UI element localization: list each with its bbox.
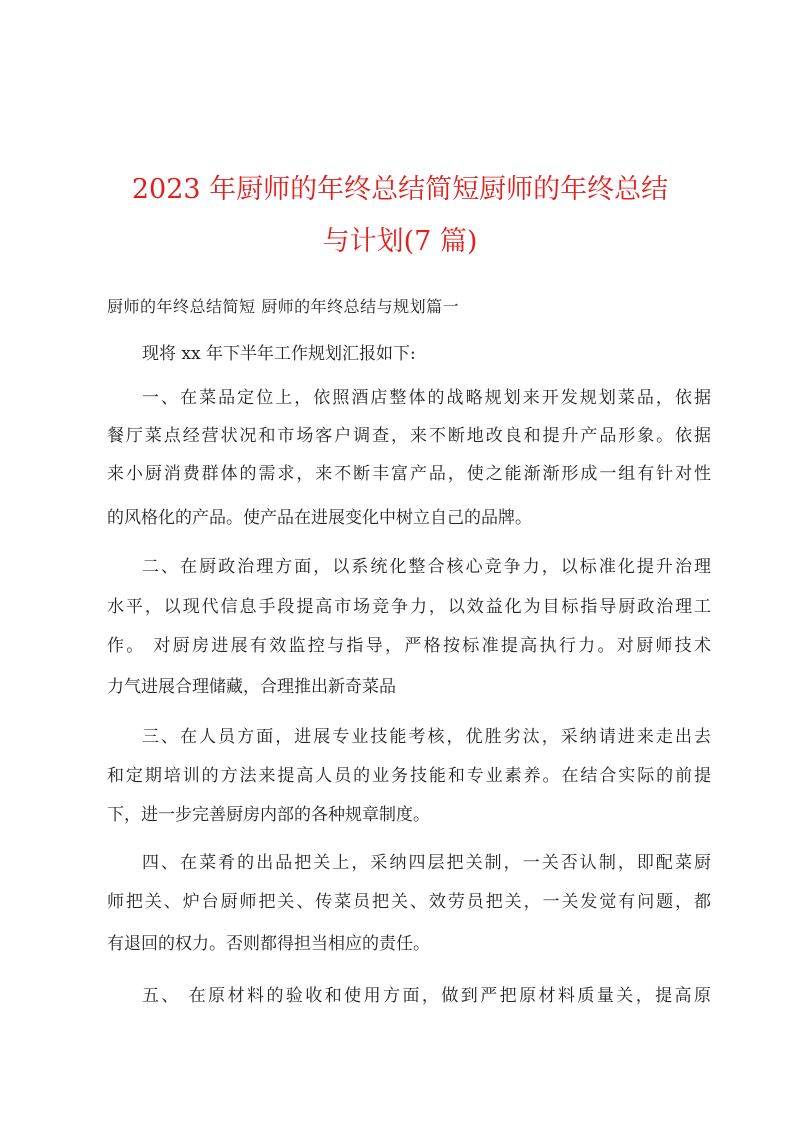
paragraph-line: 三、在人员方面，进展专业技能考核，优胜劣汰，采纳请进来走出去 xyxy=(142,727,711,747)
paragraph-line: 五、 在原材料的验收和使用方面，做到严把原材料质量关，提高原 xyxy=(142,986,711,1006)
paragraph-line: 和定期培训的方法来提高人员的业务技能和专业素养。在结合实际的前提 xyxy=(107,766,711,786)
paragraph-line: 有退回的权力。否则都得担当相应的责任。 xyxy=(107,934,430,954)
paragraph-line: 下，进一步完善厨房内部的各种规章制度。 xyxy=(107,805,430,825)
paragraph-line: 来小厨消费群体的需求，来不断丰富产品，使之能渐渐形成一组有针对性 xyxy=(107,464,711,484)
paragraph-line: 水平，以现代信息手段提高市场竞争力，以效益化为目标指导厨政治理工 xyxy=(107,597,711,617)
paragraph-line: 的风格化的产品。使产品在进展变化中树立自己的品牌。 xyxy=(107,508,532,528)
paragraph-line: 力气进展合理储藏，合理推出新奇菜品 xyxy=(107,677,396,697)
paragraph-line: 作。 对厨房进展有效监控与指导，严格按标准提高执行力。对厨师技术 xyxy=(107,636,711,656)
section-heading: 厨师的年终总结简短 厨师的年终总结与规划篇一 xyxy=(107,297,460,316)
document-title-line-2: 与计划(7 篇) xyxy=(322,226,478,257)
paragraph-line: 二、在厨政治理方面，以系统化整合核心竞争力，以标准化提升治理 xyxy=(142,557,711,577)
paragraph-line: 现将 xx 年下半年工作规划汇报如下: xyxy=(142,344,416,364)
paragraph-line: 餐厅菜点经营状况和市场客户调查，来不断地改良和提升产品形象。依据 xyxy=(107,426,711,446)
document-title-line-1: 2023 年厨师的年终总结简短厨师的年终总结 xyxy=(131,174,669,205)
paragraph-line: 一、在菜品定位上，依照酒店整体的战略规划来开发规划菜品，依据 xyxy=(142,388,711,408)
paragraph-line: 四、在菜肴的出品把关上，采纳四层把关制，一关否认制，即配菜厨 xyxy=(142,853,711,873)
paragraph-line: 师把关、炉台厨师把关、传菜员把关、效劳员把关，一关发觉有问题，都 xyxy=(107,892,711,912)
